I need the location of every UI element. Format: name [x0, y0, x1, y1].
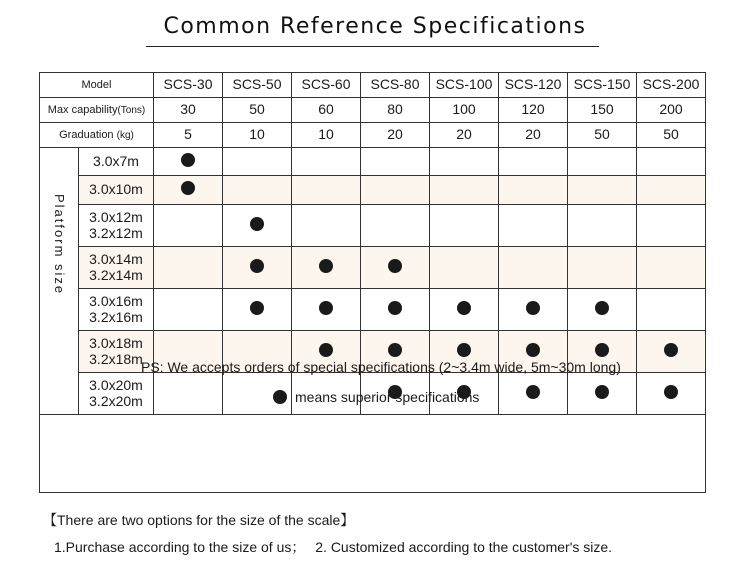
available-dot-icon	[319, 259, 333, 273]
platform-size-text: 3.2x14m	[89, 266, 143, 283]
available-dot-icon	[595, 301, 609, 315]
platform-size-text: 3.2x18m	[89, 350, 143, 367]
availability-cell	[154, 373, 223, 415]
platform-row	[40, 176, 706, 205]
platform-size-cell	[79, 148, 154, 176]
model-cell: SCS-150	[568, 73, 637, 98]
availability-cell	[499, 176, 568, 205]
availability-cell	[361, 205, 430, 247]
available-dot-icon	[181, 153, 195, 167]
availability-cell	[499, 205, 568, 247]
platform-size-text: 3.2x16m	[89, 308, 143, 325]
available-dot-icon	[664, 385, 678, 399]
availability-cell	[568, 373, 637, 415]
availability-cell	[223, 176, 292, 205]
capacity-cell: 60	[292, 98, 361, 123]
spec-table	[39, 72, 706, 493]
available-dot-icon	[319, 343, 333, 357]
graduation-cell: 5	[154, 123, 223, 148]
title-underline	[146, 46, 599, 47]
available-dot-icon	[181, 181, 195, 195]
capacity-label-text: Max capability	[47, 103, 118, 116]
platform-row	[40, 205, 706, 247]
graduation-row	[40, 123, 706, 148]
model-cell: SCS-120	[499, 73, 568, 98]
platform-size-text: 3.0x12m	[89, 209, 143, 226]
platform-row	[40, 289, 706, 331]
available-dot-icon	[664, 343, 678, 357]
page-title: Common Reference Specifications	[163, 14, 587, 39]
model-cell: SCS-60	[292, 73, 361, 98]
availability-cell	[568, 205, 637, 247]
availability-cell	[568, 176, 637, 205]
platform-size-text: 3.2x12m	[89, 224, 143, 241]
platform-size-text: 3.2x20m	[89, 392, 143, 409]
availability-cell	[499, 289, 568, 331]
platform-size-text: 3.0x18m	[89, 335, 143, 352]
available-dot-icon	[595, 343, 609, 357]
capacity-cell: 80	[361, 98, 430, 123]
graduation-cell: 20	[361, 123, 430, 148]
available-dot-icon	[388, 301, 402, 315]
capacity-cell: 100	[430, 98, 499, 123]
availability-cell	[430, 247, 499, 289]
availability-cell	[637, 205, 706, 247]
option-1: 1.Purchase according to the size of us；	[54, 539, 306, 555]
platform-row	[40, 247, 706, 289]
model-cell: SCS-100	[430, 73, 499, 98]
options-line	[54, 537, 618, 557]
available-dot-icon	[457, 301, 471, 315]
capacity-cell: 30	[154, 98, 223, 123]
platform-size-cell	[79, 373, 154, 415]
availability-cell	[292, 247, 361, 289]
availability-cell	[568, 289, 637, 331]
graduation-label	[40, 123, 154, 148]
availability-cell	[292, 176, 361, 205]
capacity-cell: 150	[568, 98, 637, 123]
availability-cell	[499, 373, 568, 415]
graduation-cell: 50	[637, 123, 706, 148]
model-cell: SCS-80	[361, 73, 430, 98]
available-dot-icon	[388, 343, 402, 357]
graduation-cell: 50	[568, 123, 637, 148]
availability-cell	[154, 205, 223, 247]
available-dot-icon	[250, 217, 264, 231]
platform-size-text: 3.0x7m	[93, 152, 139, 169]
available-dot-icon	[319, 301, 333, 315]
availability-cell	[637, 176, 706, 205]
graduation-unit: (kg)	[116, 129, 134, 141]
capacity-label	[40, 98, 154, 123]
platform-size-text: 3.0x20m	[89, 377, 143, 394]
availability-cell	[637, 331, 706, 373]
availability-cell	[568, 148, 637, 176]
platform-size-cell	[79, 289, 154, 331]
availability-cell	[637, 289, 706, 331]
capacity-unit: (Tons)	[117, 104, 146, 116]
capacity-row	[40, 98, 706, 123]
model-cell: SCS-50	[223, 73, 292, 98]
platform-size-cell	[79, 247, 154, 289]
available-dot-icon	[595, 385, 609, 399]
availability-cell	[568, 247, 637, 289]
model-cell: SCS-30	[154, 73, 223, 98]
special-spec-note: PS: We accepts orders of special specifications (2~3.4m wide, 5m~30m long)	[141, 359, 621, 375]
availability-cell	[292, 289, 361, 331]
notes-row	[40, 415, 706, 493]
availability-cell	[499, 148, 568, 176]
availability-cell	[292, 148, 361, 176]
availability-cell	[223, 247, 292, 289]
available-dot-icon	[526, 385, 540, 399]
capacity-cell: 200	[637, 98, 706, 123]
option-2: 2. Customized according to the customer's size.	[315, 539, 613, 555]
availability-cell	[430, 205, 499, 247]
legend-note	[273, 389, 479, 405]
graduation-cell: 20	[430, 123, 499, 148]
availability-cell	[637, 148, 706, 176]
platform-size-cell	[79, 176, 154, 205]
platform-size-text: 3.0x14m	[89, 251, 143, 268]
notes-cell	[40, 415, 706, 493]
graduation-cell: 20	[499, 123, 568, 148]
availability-cell	[292, 205, 361, 247]
availability-cell	[361, 176, 430, 205]
available-dot-icon	[250, 301, 264, 315]
capacity-cell: 50	[223, 98, 292, 123]
availability-cell	[154, 289, 223, 331]
availability-cell	[223, 289, 292, 331]
legend-dot-icon	[273, 390, 287, 404]
availability-cell	[430, 176, 499, 205]
platform-size-label-cell	[40, 148, 79, 415]
available-dot-icon	[250, 259, 264, 273]
platform-row	[40, 148, 706, 176]
availability-cell	[361, 247, 430, 289]
platform-size-text: 3.0x16m	[89, 293, 143, 310]
graduation-cell: 10	[292, 123, 361, 148]
availability-cell	[223, 148, 292, 176]
platform-size-label: Platform size	[52, 193, 68, 295]
available-dot-icon	[526, 343, 540, 357]
graduation-label-text: Graduation	[59, 128, 114, 141]
capacity-cell: 120	[499, 98, 568, 123]
model-cell: SCS-200	[637, 73, 706, 98]
availability-cell	[223, 205, 292, 247]
availability-cell	[430, 148, 499, 176]
platform-size-cell	[79, 205, 154, 247]
availability-cell	[154, 176, 223, 205]
available-dot-icon	[526, 301, 540, 315]
platform-size-text: 3.0x10m	[89, 181, 143, 198]
model-row	[40, 73, 706, 98]
availability-cell	[637, 373, 706, 415]
legend-text: means superior specifications	[295, 389, 480, 405]
options-title: 【There are two options for the size of the scale】	[43, 512, 355, 528]
availability-cell	[361, 148, 430, 176]
graduation-cell: 10	[223, 123, 292, 148]
available-dot-icon	[388, 259, 402, 273]
model-label: Model	[40, 73, 154, 98]
availability-cell	[499, 247, 568, 289]
availability-cell	[154, 247, 223, 289]
available-dot-icon	[457, 343, 471, 357]
availability-cell	[430, 289, 499, 331]
availability-cell	[637, 247, 706, 289]
availability-cell	[361, 289, 430, 331]
availability-cell	[154, 148, 223, 176]
